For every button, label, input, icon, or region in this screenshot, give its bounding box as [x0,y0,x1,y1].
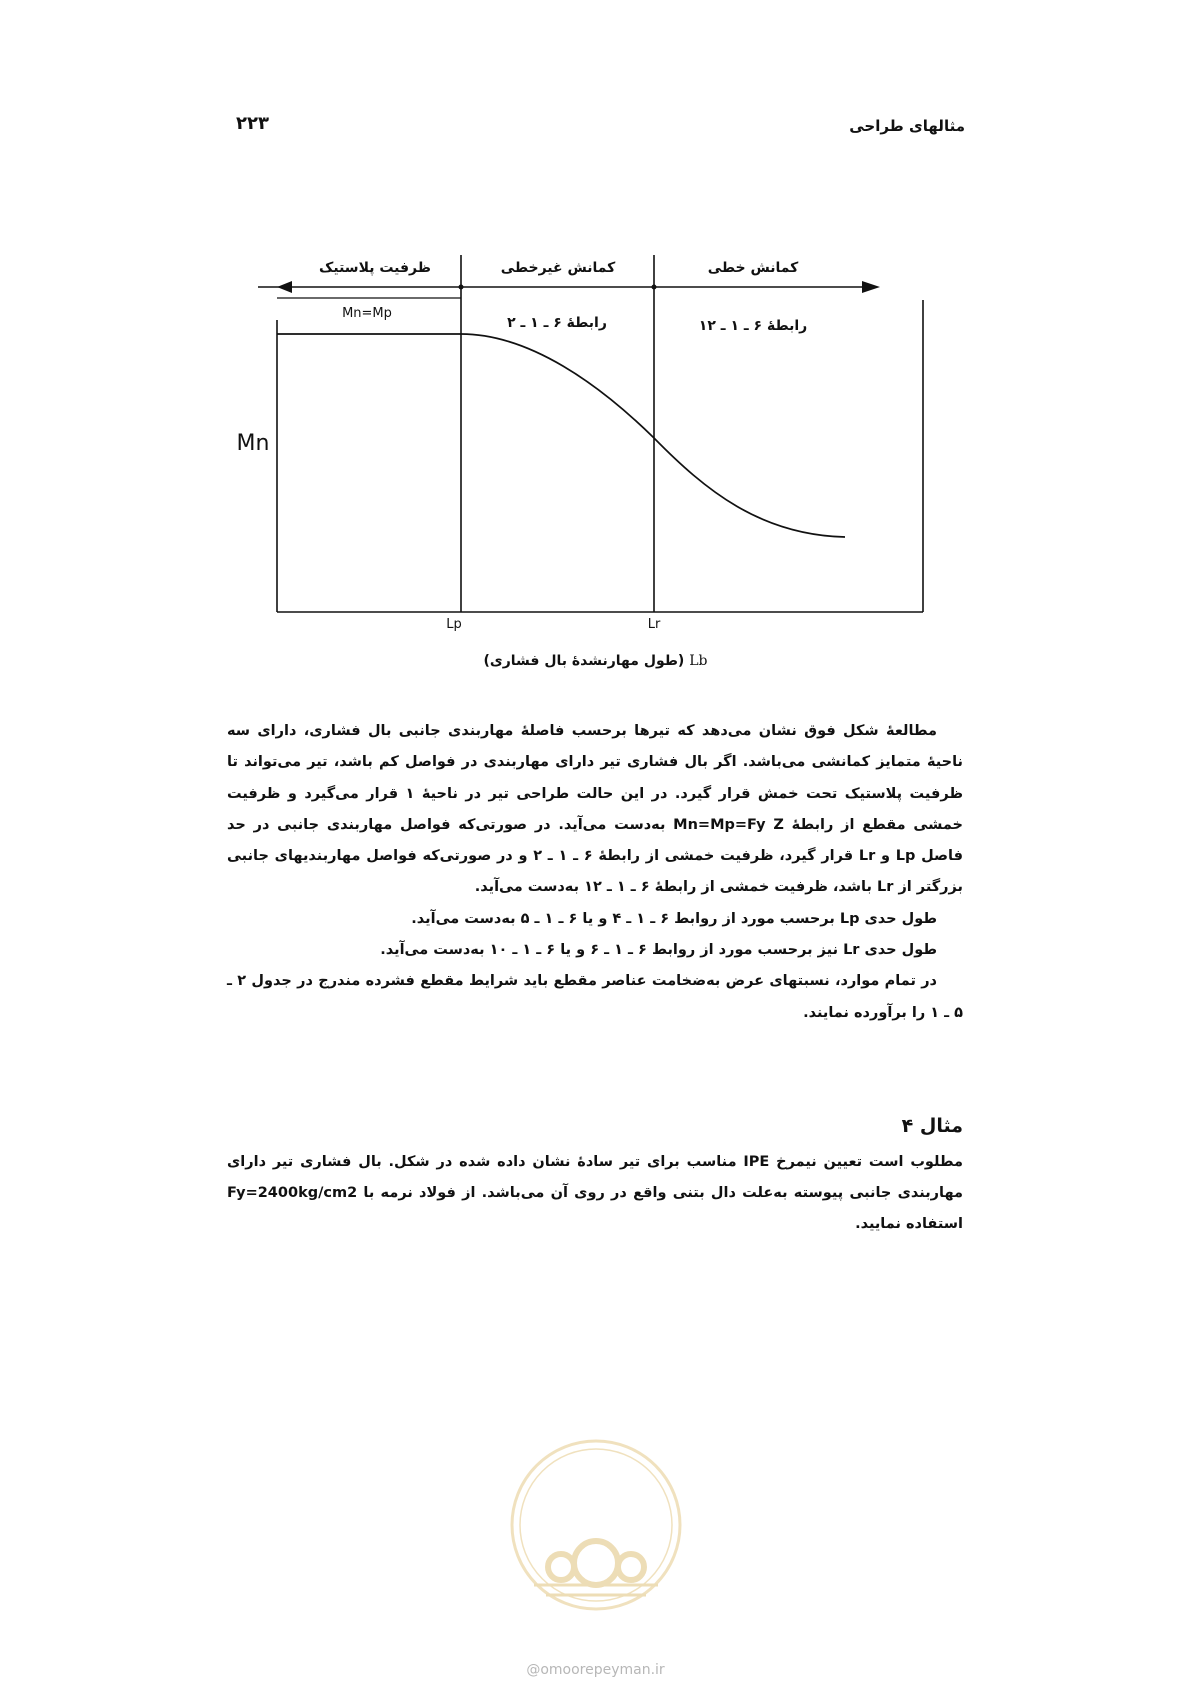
arrow-node-lr [652,285,657,290]
paragraph-lp: طول حدی Lp برحسب مورد از روابط ۶ ـ ۱ ـ ۴ و یا ۶ ـ ۱ ـ ۵ به‌دست می‌آید. [411,910,937,927]
gear-icon [548,1541,644,1585]
arrow-head-left-icon [277,281,292,293]
x-axis-symbol: Lb [689,653,708,669]
arrow-head-right-icon [862,281,880,293]
y-axis-label: Mn [236,431,270,456]
arrow-node-lp [459,285,464,290]
moment-capacity-diagram [0,0,1191,700]
tick-label-lp: Lp [446,617,462,632]
region-label-plastic: ظرفیت پلاستیک [319,260,431,276]
region-label-inelastic: کمانش غیرخطی [500,260,616,276]
paragraph-lr: طول حدی Lr نیز برحسب مورد از روابط ۶ ـ ۱ ـ ۶ و یا ۶ ـ ۱ ـ ۱۰ به‌دست می‌آید. [380,942,937,959]
page-number: ۲۲۳ [236,113,269,134]
example-paragraph: مطلوب است تعیین نیمرخ IPE مناسب برای تیر سادهٔ نشان داده شده در شکل. بال فشاری تیر دارای مهاربندی جانبی پیوسته به‌علت دال بتنی واقع در روی آن می‌باشد. از فولاد نرمه با Fy=2400kg/cm2 استفاده نمایید. [227,1154,963,1232]
body-text [227,716,963,1029]
watermark-seal [506,1435,686,1615]
example-title: مثال ۴ [901,1115,963,1137]
x-axis-description: (طول مهارنشدهٔ بال فشاری) [483,653,685,669]
example-text [227,1147,963,1239]
formula-mn-mp: Mn=Mp [342,306,392,321]
formula-relation-12: رابطهٔ ۶ ـ ۱ ـ ۱۲ [698,318,808,334]
region-label-elastic: کمانش خطی [707,260,799,276]
running-header-title: مثالهای طراحی [849,117,965,135]
paragraph-ratios: در تمام موارد، نسبتهای عرض به‌ضخامت عناصر مقطع باید شرایط مقطع فشرده مندرج در جدول ۲ ـ ۵ ـ ۱ را برآورده نمایند. [227,973,963,1021]
tick-label-lr: Lr [647,617,661,632]
figure-caption [0,653,1191,669]
footer-url: @omoorepeyman.ir [526,1662,665,1678]
formula-relation-2: رابطهٔ ۶ ـ ۱ ـ ۲ [507,315,607,331]
capacity-curve [277,334,845,537]
paragraph-regions: مطالعهٔ شکل فوق نشان می‌دهد که تیرها برحسب فاصلهٔ مهاربندی جانبی بال فشاری، دارای سه ناحیهٔ متمایز کمانشی می‌باشد. اگر بال فشاری تیر دارای مهاربندی در فواصل کم باشد، تیر می‌تواند تا ظرفیت پلاستیک تحت خمش قرار گیرد. در این حالت طراحی تیر در ناحیهٔ ۱ قرار می‌گیرد و ظرفیت خمشی مقطع از رابطهٔ Mn=Mp=Fy Z به‌دست می‌آید. در صورتی‌که فواصل مهاربندی جانبی در حد فاصل Lp و Lr قرار گیرد، ظرفیت خمشی از رابطهٔ ۶ ـ ۱ ـ ۲ و در صورتی‌که فواصل مهاربندیهای جانبی بزرگتر از Lr باشد، ظرفیت خمشی از رابطهٔ ۶ ـ ۱ ـ ۱۲ به‌دست می‌آید. [227,723,964,896]
